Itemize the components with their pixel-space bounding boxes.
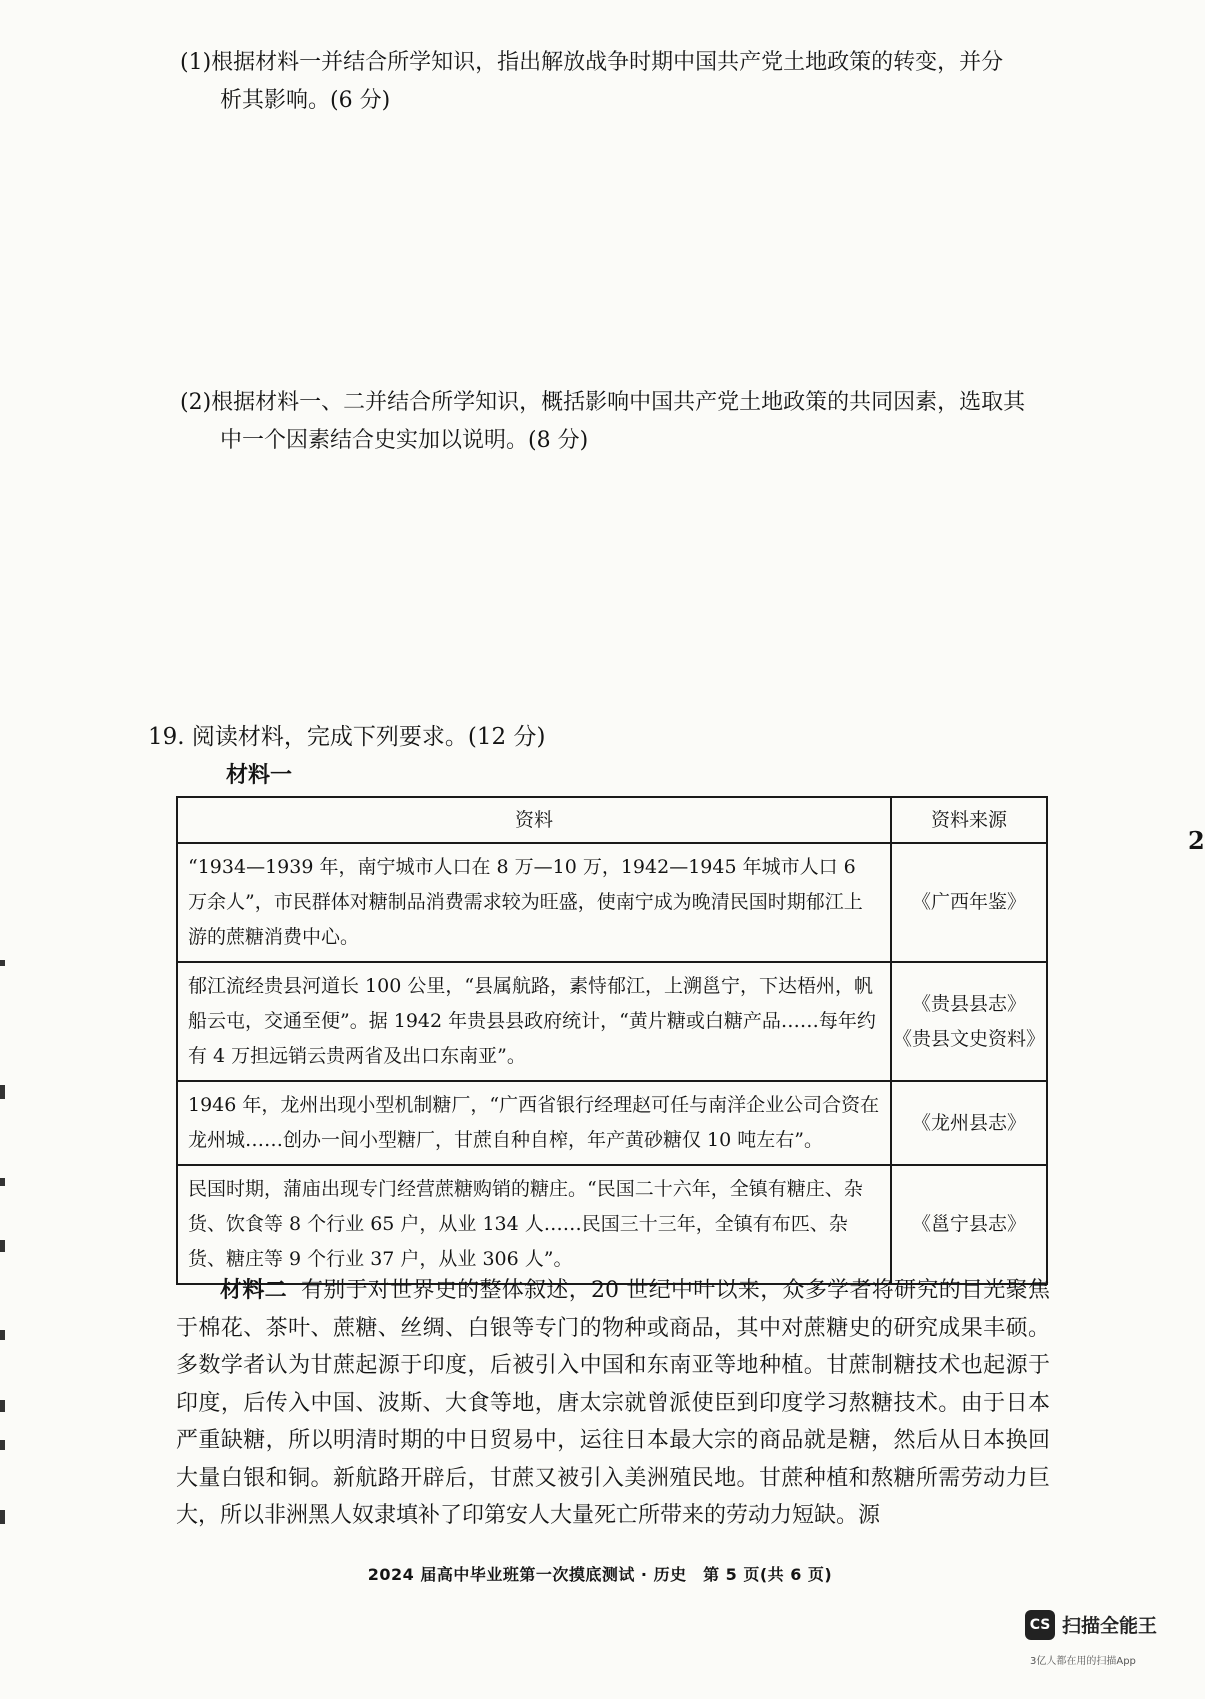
question-18-part-1 bbox=[180, 44, 1060, 120]
material-1-label: 材料一 bbox=[226, 762, 293, 788]
row-source: 《广西年鉴》 bbox=[891, 843, 1047, 962]
question-19-heading: 19. 阅读材料，完成下列要求。(12 分) bbox=[148, 724, 546, 750]
edge-mark bbox=[0, 1240, 5, 1252]
row-source: 《贵县县志》 《贵县文史资料》 bbox=[891, 962, 1047, 1081]
question-18-part-2 bbox=[180, 384, 1060, 460]
page-footer: 2024 届高中毕业班第一次摸底测试 · 历史 第 5 页(共 6 页) bbox=[367, 1565, 833, 1584]
edge-mark bbox=[0, 1510, 5, 1524]
material-2-text: 有别于对世界史的整体叙述，20 世纪中叶以来，众多学者将研究的目光聚焦于棉花、茶叶、蔗糖、丝绸、白银等专门的物种或商品，其中对蔗糖史的研究成果丰硕。多数学者认为甘蔗起源于印度，后被引入中国和东南亚等地种植。甘蔗制糖技术也起源于印度，后传入中国、波斯、大食等地，唐太宗就曾派使臣到印度学习熬糖技术。由于日本严重缺糖，所以明清时期的中日贸易中，运往日本最大宗的商品就是糖，然后从日本换回大量白银和铜。新航路开辟后，甘蔗又被引入美洲殖民地。甘蔗种植和熬糖所需劳动力巨大，所以非洲黑人奴隶填补了印第安人大量死亡所带来的劳动力短缺。源 bbox=[176, 1278, 1050, 1528]
edge-mark bbox=[0, 1330, 5, 1340]
material-2 bbox=[176, 1272, 1050, 1535]
row-text: 民国时期，蒲庙出现专门经营蔗糖购销的糖庄。“民国二十六年，全镇有糖庄、杂货、饮食等 8 个行业 65 户，从业 134 人……民国三十三年，全镇有布匹、杂货、糖庄等 9 个行业 37 户，从业 306 人”。 bbox=[177, 1165, 891, 1284]
header-material: 资料 bbox=[177, 797, 891, 843]
edge-mark bbox=[0, 1440, 5, 1450]
question-text: (1)根据材料一并结合所学知识，指出解放战争时期中国共产党土地政策的转变，并分 析其影响。(6 分) bbox=[180, 50, 1004, 113]
row-text: 1946 年，龙州出现小型机制糖厂，“广西省银行经理赵可任与南洋企业公司合资在龙州城……创办一间小型糖厂，甘蔗自种自榨，年产黄砂糖仅 10 吨左右”。 bbox=[177, 1081, 891, 1165]
header-source: 资料来源 bbox=[891, 797, 1047, 843]
row-text: 郁江流经贵县河道长 100 公里，“县属航路，素恃郁江，上溯邕宁，下达梧州，帆船云屯，交通至便”。据 1942 年贵县县政府统计，“黄片糖或白糖产品……每年约有 4 万担远销云贵两省及出口东南亚”。 bbox=[177, 962, 891, 1081]
edge-mark bbox=[0, 1085, 5, 1099]
row-source: 《龙州县志》 bbox=[891, 1081, 1047, 1165]
margin-mark: 2 bbox=[1188, 826, 1205, 855]
scanner-tagline: 3亿人都在用的扫描App bbox=[1030, 1656, 1136, 1667]
table-row bbox=[177, 1165, 1047, 1284]
material-2-label: 材料二 bbox=[220, 1277, 287, 1303]
edge-mark bbox=[0, 960, 5, 966]
table-row bbox=[177, 1081, 1047, 1165]
question-text: (2)根据材料一、二并结合所学知识，概括影响中国共产党土地政策的共同因素，选取其 中一个因素结合史实加以说明。(8 分) bbox=[180, 390, 1026, 453]
table-row bbox=[177, 962, 1047, 1081]
row-source: 《邕宁县志》 bbox=[891, 1165, 1047, 1284]
scanner-logo-icon: CS bbox=[1025, 1610, 1055, 1640]
source-table bbox=[176, 796, 1048, 1285]
edge-mark bbox=[0, 1400, 5, 1412]
row-text: “1934—1939 年，南宁城市人口在 8 万—10 万，1942—1945 年城市人口 6 万余人”，市民群体对糖制品消费需求较为旺盛，使南宁成为晚清民国时期郁江上游的蔗糖消费中心。 bbox=[177, 843, 891, 962]
scanner-app-name: 扫描全能王 bbox=[1062, 1615, 1158, 1637]
table-row bbox=[177, 843, 1047, 962]
edge-mark bbox=[0, 1178, 5, 1186]
table-header-row bbox=[177, 797, 1047, 843]
